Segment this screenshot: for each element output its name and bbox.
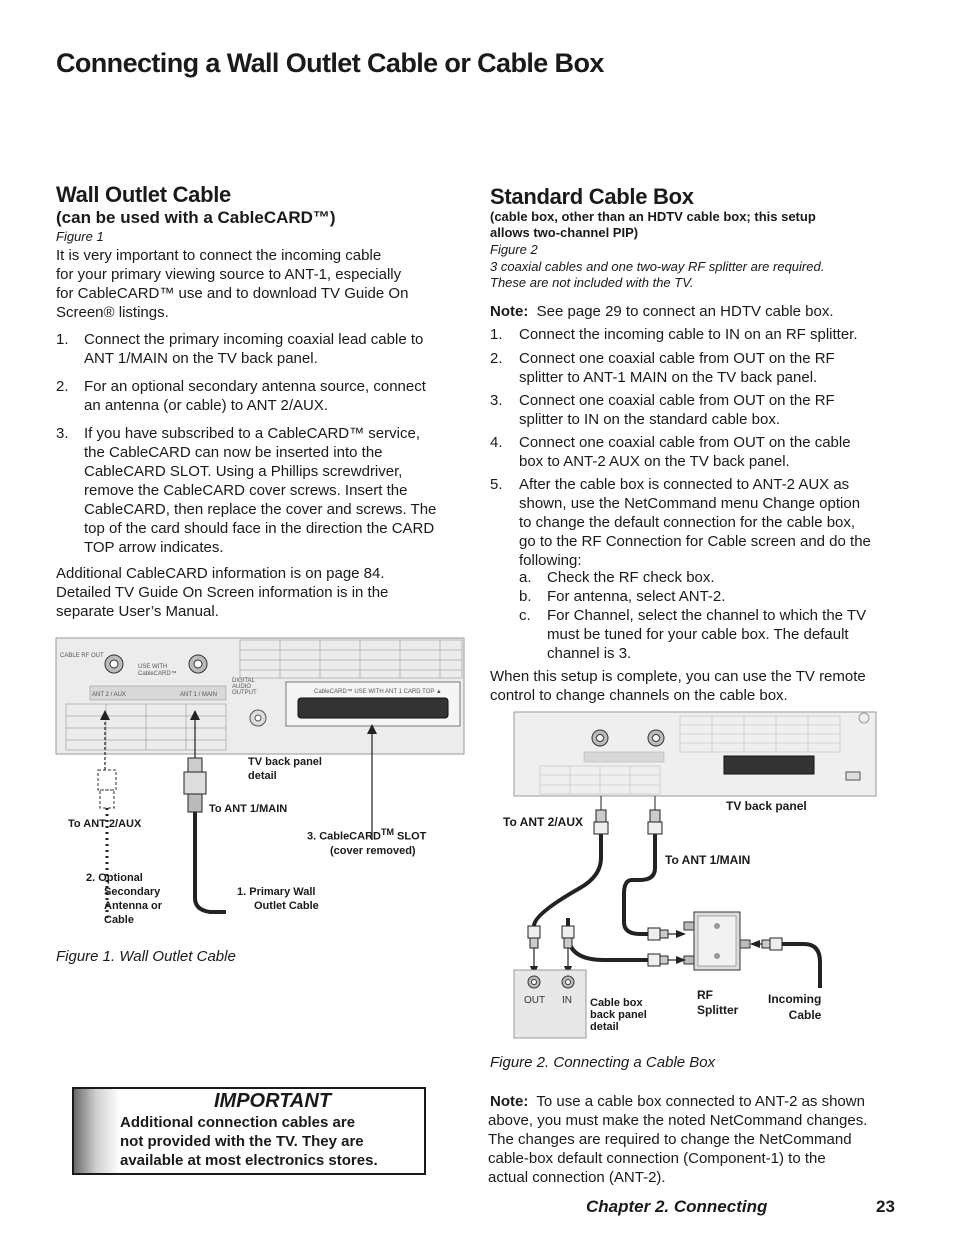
cable-box-out-connector: [528, 926, 540, 948]
additional-info: Additional CableCARD information is on page 84. Detailed TV Guide On Screen information is in the separate User’s Manual.: [56, 565, 389, 620]
section-heading-cable-box: Standard Cable Box: [490, 184, 694, 209]
intro-paragraph: It is very important to connect the incoming cable for your primary viewing source to ANT-1, especially for CableCARD™ use and to download TV Guide On Screen® listings.: [56, 247, 409, 321]
svg-text:CableCARD™: CableCARD™: [138, 671, 177, 677]
digital-audio-connector: [250, 710, 266, 726]
fig2-label-to-ant2: To ANT 2/AUX: [503, 815, 583, 829]
section-heading-wall-outlet: Wall Outlet Cable: [56, 182, 231, 207]
fig1-label-primary-cable: 1. Primary Wall Outlet Cable: [237, 886, 319, 912]
fig1-label-cablecard-slot: 3. CableCARD™ SLOT (cover removed): [307, 827, 427, 857]
bottom-note: Note: To use a cable box connected to ANT-2 as shown above, you must make the noted NetCommand changes. The changes are required to change the NetCommand cable-box default connection (Component-1) to the actual connection (ANT-2).: [488, 1093, 868, 1186]
fig1-label-to-ant2: To ANT 2/AUX: [68, 818, 142, 830]
footer-chapter: Chapter 2. Connecting: [586, 1197, 768, 1216]
fig1-label-tv-back-panel: TV back panel detail: [248, 756, 322, 782]
svg-text:USE WITH: USE WITH: [138, 664, 168, 670]
setup-complete-text: When this setup is complete, you can use the TV remote control to change channels on the cable box.: [490, 668, 866, 704]
figure-reference: Figure 1: [56, 229, 104, 244]
rf-splitter: [684, 912, 750, 970]
optional-antenna-connector: [98, 770, 116, 808]
section-subheading-cable-box: (cable box, other than an HDTV cable box; this setup allows two-channel PIP): [490, 209, 816, 240]
svg-text:DIGITAL: DIGITAL: [232, 678, 255, 684]
figure-2-reference: Figure 2: [490, 242, 538, 257]
svg-text:OUTPUT: OUTPUT: [232, 690, 257, 696]
panel-cable-rfout: CABLE RF OUT: [60, 653, 104, 659]
fig2-label-incoming-cable: Incoming Cable: [768, 992, 822, 1022]
required-items-note: 3 coaxial cables and one two-way RF splitter are required. These are not included with the TV.: [490, 259, 825, 290]
ant2-connector: [105, 655, 123, 673]
tv-back-panel-2: [514, 712, 876, 796]
fig1-label-optional-antenna: 2. Optional Secondary Antenna or Cable: [86, 872, 163, 926]
primary-cable-connector: [184, 758, 206, 812]
incoming-cable: [782, 944, 820, 988]
tv-ant1-connector: [648, 730, 664, 746]
ant1-cable-connector: [648, 810, 662, 834]
svg-text:ANT 1 / MAIN: ANT 1 / MAIN: [180, 692, 217, 698]
important-box: [72, 1087, 426, 1175]
cable-box-in-jack: [562, 976, 574, 988]
important-title: IMPORTANT: [214, 1090, 332, 1112]
figure-1-caption: Figure 1. Wall Outlet Cable: [56, 948, 236, 965]
fig2-label-in: IN: [562, 995, 572, 1006]
ant2-cable-connector: [594, 810, 608, 834]
tv-ant2-connector: [592, 730, 608, 746]
fig1-label-to-ant1: To ANT 1/MAIN: [209, 803, 288, 815]
important-text: Additional connection cables are not provided with the TV. They are available at most electronics stores.: [120, 1114, 378, 1169]
fig2-label-out: OUT: [524, 995, 546, 1006]
cable-box-out-jack: [528, 976, 540, 988]
figure-2-caption: Figure 2. Connecting a Cable Box: [490, 1054, 716, 1071]
cable-box-in-connector: [562, 926, 574, 948]
svg-text:AUDIO: AUDIO: [232, 684, 252, 690]
fig2-label-to-ant1: To ANT 1/MAIN: [665, 853, 751, 867]
fig2-label-splitter: Splitter: [697, 1003, 739, 1017]
fig2-label-rf: RF: [697, 988, 713, 1002]
fig2-label-tv-back-panel: TV back panel: [726, 799, 807, 813]
section-subheading-cablecard: (can be used with a CableCARD™): [56, 208, 336, 227]
fig2-label-cable-box: Cable box back panel detail: [590, 997, 647, 1033]
page-number: 23: [876, 1197, 895, 1216]
page-title: Connecting a Wall Outlet Cable or Cable Box: [56, 48, 604, 78]
svg-text:CableCARD™ USE WITH ANT 1 CAR: CableCARD™ USE WITH ANT 1 CARD TOP ▲: [314, 689, 442, 695]
ant1-connector: [189, 655, 207, 673]
svg-text:ANT 2 / AUX: ANT 2 / AUX: [92, 692, 126, 698]
hdtv-note: Note: See page 29 to connect an HDTV cable box.: [490, 303, 834, 320]
figure-2-diagram: [500, 708, 880, 1043]
